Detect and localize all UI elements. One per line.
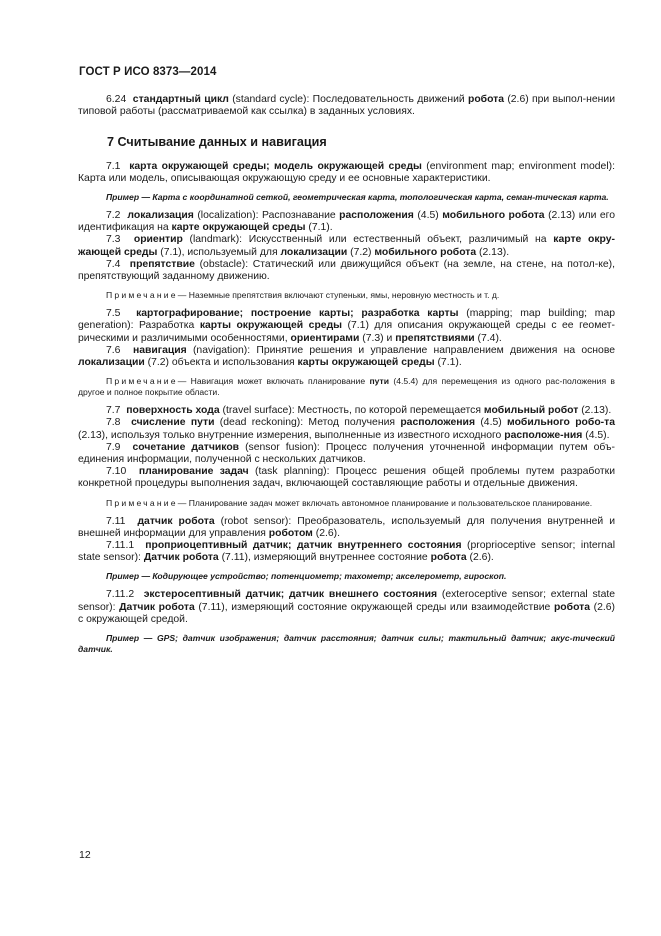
term-6-24: 6.24 стандартный цикл (standard cycle): Последовательность движений робота (2.6) при выпол-нении типовой работы (рассматриваемой как ссылка) в заданных условиях. [78, 94, 615, 118]
example-7-11-2: Пример — GPS; датчик изображения; датчик расстояния; датчик силы; тактильный датчик; акус-тический датчик. [78, 633, 615, 655]
term-7-11: 7.11 датчик робота (robot sensor): Преобразователь, используемый для получения внутренней и внешней информации для управления роботом (2.6). [78, 515, 616, 539]
example-7-1: Пример — Карта с координатной сеткой, геометрическая карта, топологическая карта, семан-тическая карта. [106, 192, 609, 203]
note-7-4: Примечание— Наземные препятствия включают ступеньки, ямы, неровную местность и т. д. [106, 290, 500, 301]
document-header: ГОСТ Р ИСО 8373—2014 [79, 66, 217, 78]
term-7-6: 7.6 навигация (navigation): Принятие решения и управление направлением движения на основе локализации (7.2) объекта и использования карты окружающей среды (7.1). [78, 344, 616, 369]
term-7-1: 7.1 карта окружающей среды; модель окружающей среды (environment map; environment model): Карта или модель, описывающая окружающую среду и ее основные характеристики. [78, 160, 615, 184]
term-7-4: 7.4 препятствие (obstacle): Статический или движущийся объект (на земле, на стене, на потол-ке), препятствующий заданному движению. [78, 258, 615, 283]
term-7-9: 7.9 сочетание датчиков (sensor fusion): Процесс получения уточненной информации путем объ-единения информации, полученной с нескольких датчиков. [78, 441, 615, 466]
term-7-11-2: 7.11.2 экстеросептивный датчик; датчик внешнего состояния (exteroceptive sensor; external state sensor): Датчик робота (7.11), измеряющий состояние окружающей среды или взаимодействие робота (2.6) с окружающей средой. [78, 589, 616, 625]
example-7-11-1: Пример — Кодирующее устройство; потенциометр; тахометр; акселерометр, гироскоп. [106, 571, 507, 582]
term-7-5: 7.5 картографирование; построение карты; разработка карты (mapping; map building; map generation): Разработка карты окружающей среды (7.1) для описания окружающей среды с ее геомет-рическими и различимыми особенностями, ориентирами (7.3) и препятствиями (7.4). [78, 308, 616, 344]
page-number: 12 [79, 849, 91, 861]
note-7-6: Примечание— Навигация может включать планирование пути (4.5.4) для перемещения из одного рас-положения в другое и полное покрытие области. [78, 376, 615, 398]
term-7-2: 7.2 локализация (localization): Распознавание расположения (4.5) мобильного робота (2.13) или его идентификация на карте окружающей среды (7.1). [78, 210, 615, 234]
page-content [78, 94, 615, 655]
section-7-heading: 7 Считывание данных и навигация [107, 135, 327, 150]
term-7-11-1: 7.11.1 проприоцептивный датчик; датчик внутреннего состояния (proprioceptive sensor; internal state sensor): Датчик робота (7.11), измеряющий внутреннее состояние робота (2.6). [78, 540, 615, 564]
term-7-3: 7.3 ориентир (landmark): Искусственный или естественный объект, различимый на карте окру-жающей среды (7.1), используемый для локализации (7.2) мобильного робота (2.13). [78, 234, 615, 258]
term-7-7: 7.7 поверхность хода (travel surface): Местность, по которой перемещается мобильный робот (2.13). [106, 405, 612, 417]
term-7-8: 7.8 счисление пути (dead reckoning): Метод получения расположения (4.5) мобильного робо-та (2.13), используя только внутренние измерения, выполненные из известного исходного расположе-ния (4.5). [78, 417, 615, 441]
term-7-10: 7.10 планирование задач (task planning): Процесс решения общей проблемы путем разработки конкретной процедуры выполнения задач, включающей составляющие работы и отдельные движения. [78, 466, 616, 490]
note-7-10: Примечание— Планирование задач может включать автономное планирование и пользовательское планирование. [106, 497, 593, 508]
